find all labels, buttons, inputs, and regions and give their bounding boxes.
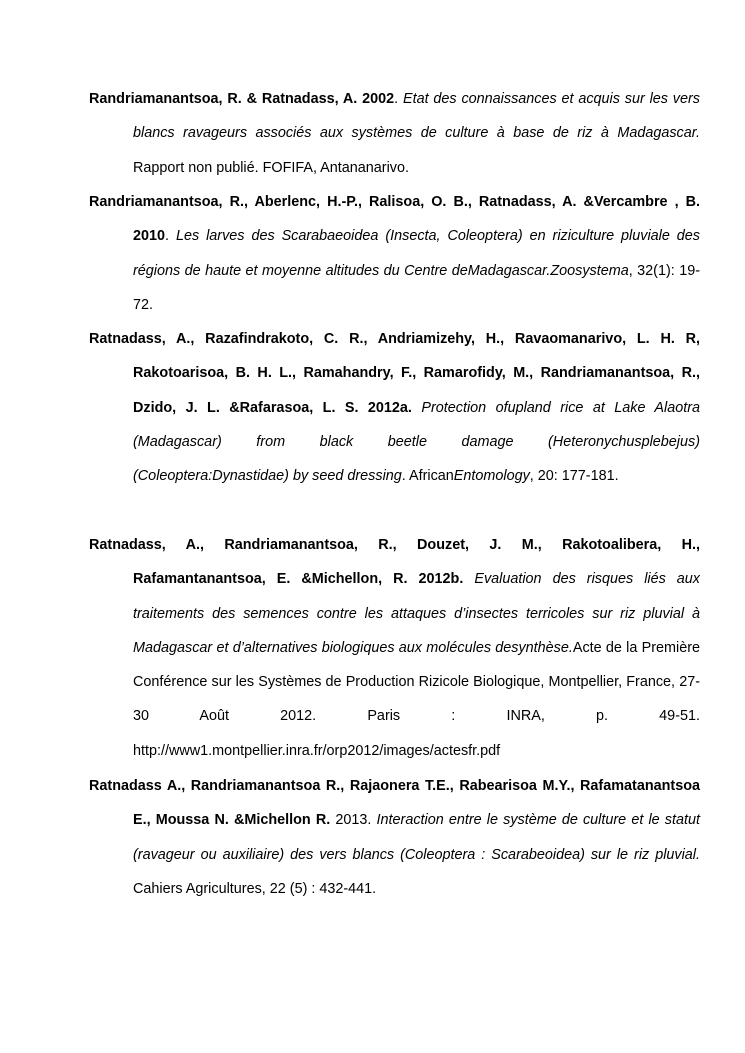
reference-entry — [89, 769, 700, 906]
reference-entry — [89, 322, 700, 493]
reference-title: Etat des connaissances et acquis sur les vers blancs ravageurs associés aux systèmes de culture à base de riz à Madagascar. — [133, 91, 700, 142]
reference-title: Protection ofupland rice at Lake Alaotra (Madagascar) from black beetle damage (Heteronychusplebejus) (Coleoptera:Dynastidae) by seed dressing — [133, 399, 700, 485]
reference-title: Les larves des Scarabaeoidea (Insecta, Coleoptera) en riziculture pluviale des régions de haute et moyenne altitudes du Centre deMadagascar.Zoosystema — [133, 228, 701, 279]
reference-authors: Randriamanantsoa, R., Aberlenc, H.-P., Ralisoa, O. B., Ratnadass, A. &Vercambre , B. 2010 — [89, 194, 700, 245]
reference-entry — [89, 82, 700, 185]
reference-separator — [463, 571, 474, 587]
reference-separator: . — [165, 228, 176, 245]
reference-source: Rapport non publié. FOFIFA, Antananarivo. — [133, 159, 409, 176]
reference-authors: Ratnadass, A., Randriamanantsoa, R., Douzet, J. M., Rakotoalibera, H., Rafamantanantsoa, E. &Michellon, R. 2012b. — [89, 537, 700, 588]
reference-authors: Ratnadass, A., Razafindrakoto, C. R., Andriamizehy, H., Ravaomanarivo, L. H. R, Rakotoarisoa, B. H. L., Ramahandry, F., Ramarofidy, M., Randriamanantsoa, R., Dzido, J. L. &Rafarasoa, L. S. 2012a. — [89, 331, 700, 416]
reference-title: Interaction entre le système de culture et le statut (ravageur ou auxiliaire) des vers blancs (Coleoptera : Scarabeoidea) sur le riz pluvial. — [133, 812, 700, 863]
reference-authors: Randriamanantsoa, R. & Ratnadass, A. 2002 — [89, 91, 395, 107]
reference-title: Evaluation des risques liés aux traitements des semences contre les attaques d’insectes terricoles sur riz pluvial à Madagascar et d’alternatives biologiques aux molécules desynthèse. — [133, 571, 700, 656]
reference-source: Acte de la Première Conférence sur les Systèmes de Production Rizicole Biologique, Montpellier, France, 27-30 Août 2012. Paris : INRA, p. 49-51. http://www1.montpellier.inra.fr/orp2012/images/actesfr.pdf — [133, 639, 700, 759]
reference-entry — [89, 528, 700, 768]
reference-source: , 32(1): 19-72. — [133, 262, 700, 313]
reference-source: Cahiers Agricultures, 22 (5) : 432-441. — [133, 880, 377, 897]
reference-separator: . African — [401, 468, 454, 485]
reference-separator: 2013. — [330, 812, 377, 829]
reference-separator: . — [394, 91, 403, 107]
reference-journal: Entomology — [453, 468, 530, 485]
reference-separator — [412, 400, 421, 416]
reference-authors: Ratnadass A., Randriamanantsoa R., Rajaonera T.E., Rabearisoa M.Y., Rafamatanantsoa E., Moussa N. &Michellon R. — [89, 778, 700, 829]
reference-entry — [89, 185, 700, 322]
reference-source: , 20: 177-181. — [529, 468, 619, 485]
